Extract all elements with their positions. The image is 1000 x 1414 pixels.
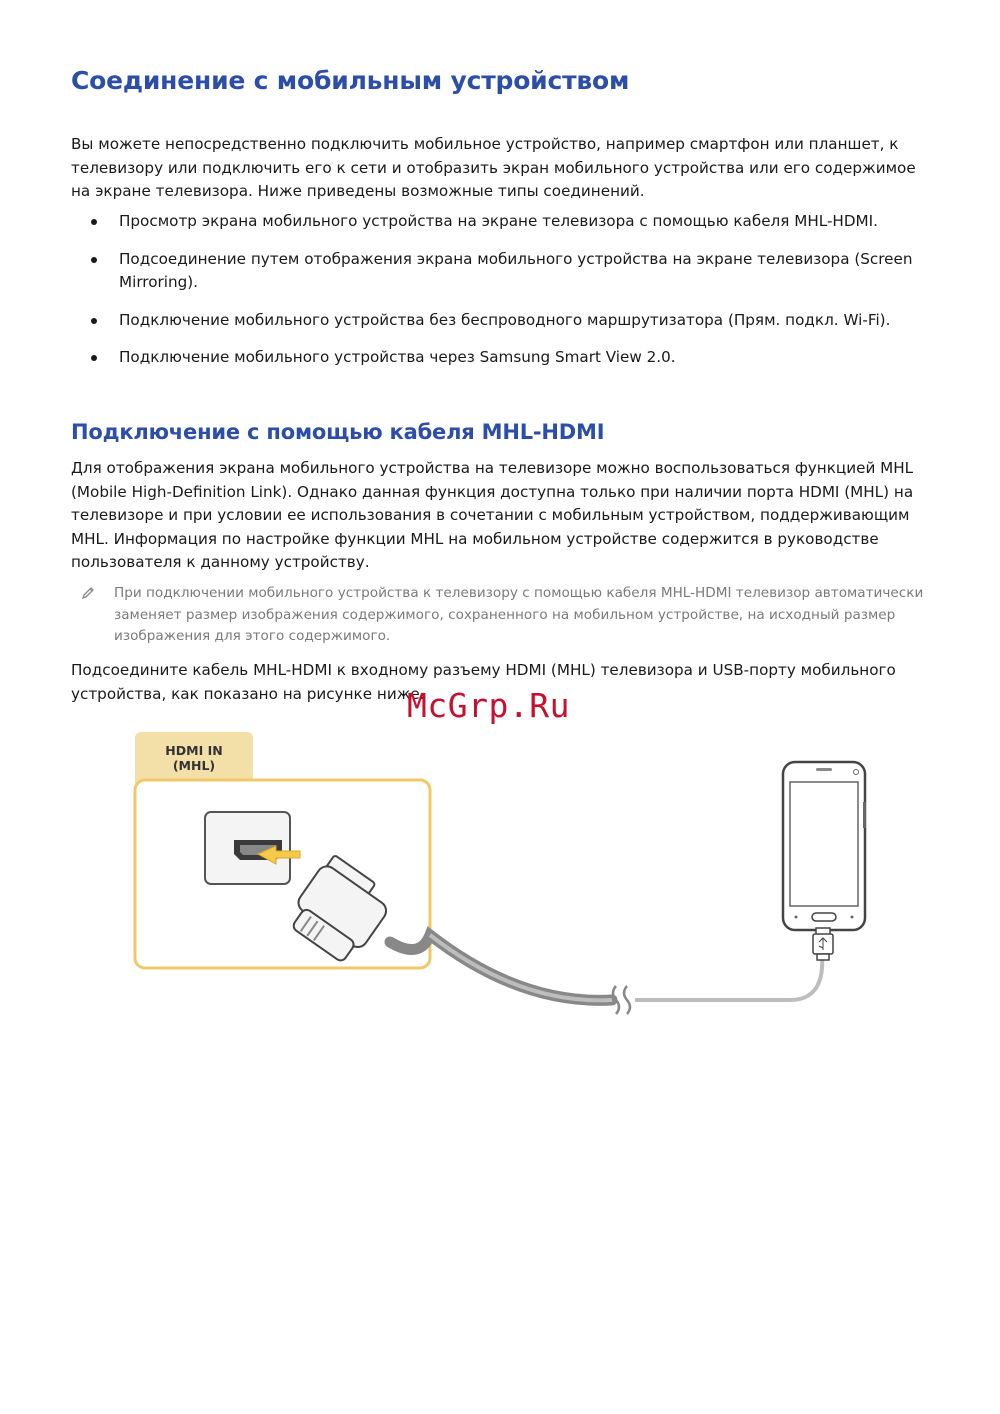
list-item xyxy=(71,309,931,333)
list-item-text: Просмотр экрана мобильного устройства на экране телевизора с помощью кабеля MHL-HDMI. xyxy=(119,212,878,230)
section-body: Для отображения экрана мобильного устройства на телевизоре можно воспользоваться функцией MHL (Mobile High-Definition Link). Однако данная функция доступна только при наличии порта HDMI (MHL) на телевизоре и при условии ее использования в сочетании с мобильным устройством, поддерживающим MHL. Информация по настройке функции MHL на мобильном устройстве содержится в руководстве пользователя к данному устройству. xyxy=(71,459,914,571)
bullet-icon xyxy=(91,257,97,263)
page-title: Соединение с мобильным устройством xyxy=(71,66,630,95)
watermark: McGrp.Ru xyxy=(407,686,570,725)
intro-paragraph: Вы можете непосредственно подключить мобильное устройство, например смартфон или планшет, к телевизору или подключить его к сети и отобразить экран мобильного устройства или его содержимое на экране телевизора. Ниже приведены возможные типы соединений. xyxy=(71,135,916,200)
list-item-text: Подключение мобильного устройства без беспроводного маршрутизатора (Прям. подкл. Wi-Fi). xyxy=(119,310,891,329)
smartphone-icon xyxy=(783,762,866,930)
list-item xyxy=(71,346,931,370)
bullet-icon xyxy=(91,355,97,361)
list-item xyxy=(71,248,931,295)
port-label-line2: (MHL) xyxy=(172,758,216,773)
bullet-icon xyxy=(91,318,97,324)
list-item-text: Подключение мобильного устройства через Samsung Smart View 2.0. xyxy=(119,348,676,366)
connection-types-list xyxy=(71,210,931,384)
pencil-note-icon xyxy=(80,585,96,601)
instruction-paragraph: Подсоедините кабель MHL-HDMI к входному разъему HDMI (MHL) телевизора и USB-порту мобильного устройства, как показано на рисунке ниже. xyxy=(71,661,896,703)
bullet-icon xyxy=(91,219,97,225)
section-title: Подключение с помощью кабеля MHL-HDMI xyxy=(71,420,605,444)
port-label-line1: HDMI IN xyxy=(165,743,223,758)
hdmi-port-icon xyxy=(205,812,290,884)
list-item xyxy=(71,210,931,234)
mhl-connection-diagram xyxy=(0,720,1000,1040)
usb-plug-icon xyxy=(813,928,833,960)
list-item-text: Подсоединение путем отображения экрана мобильного устройства на экране телевизора (Screen Mirroring). xyxy=(119,249,913,291)
cable-break-icon xyxy=(613,986,630,1014)
note-text: При подключении мобильного устройства к телевизору с помощью кабеля MHL-HDMI телевизор автоматически заменяет размер изображения содержимого, сохраненного на мобильном устройстве, на исходный размер изображения для этого содержимого. xyxy=(114,585,924,644)
